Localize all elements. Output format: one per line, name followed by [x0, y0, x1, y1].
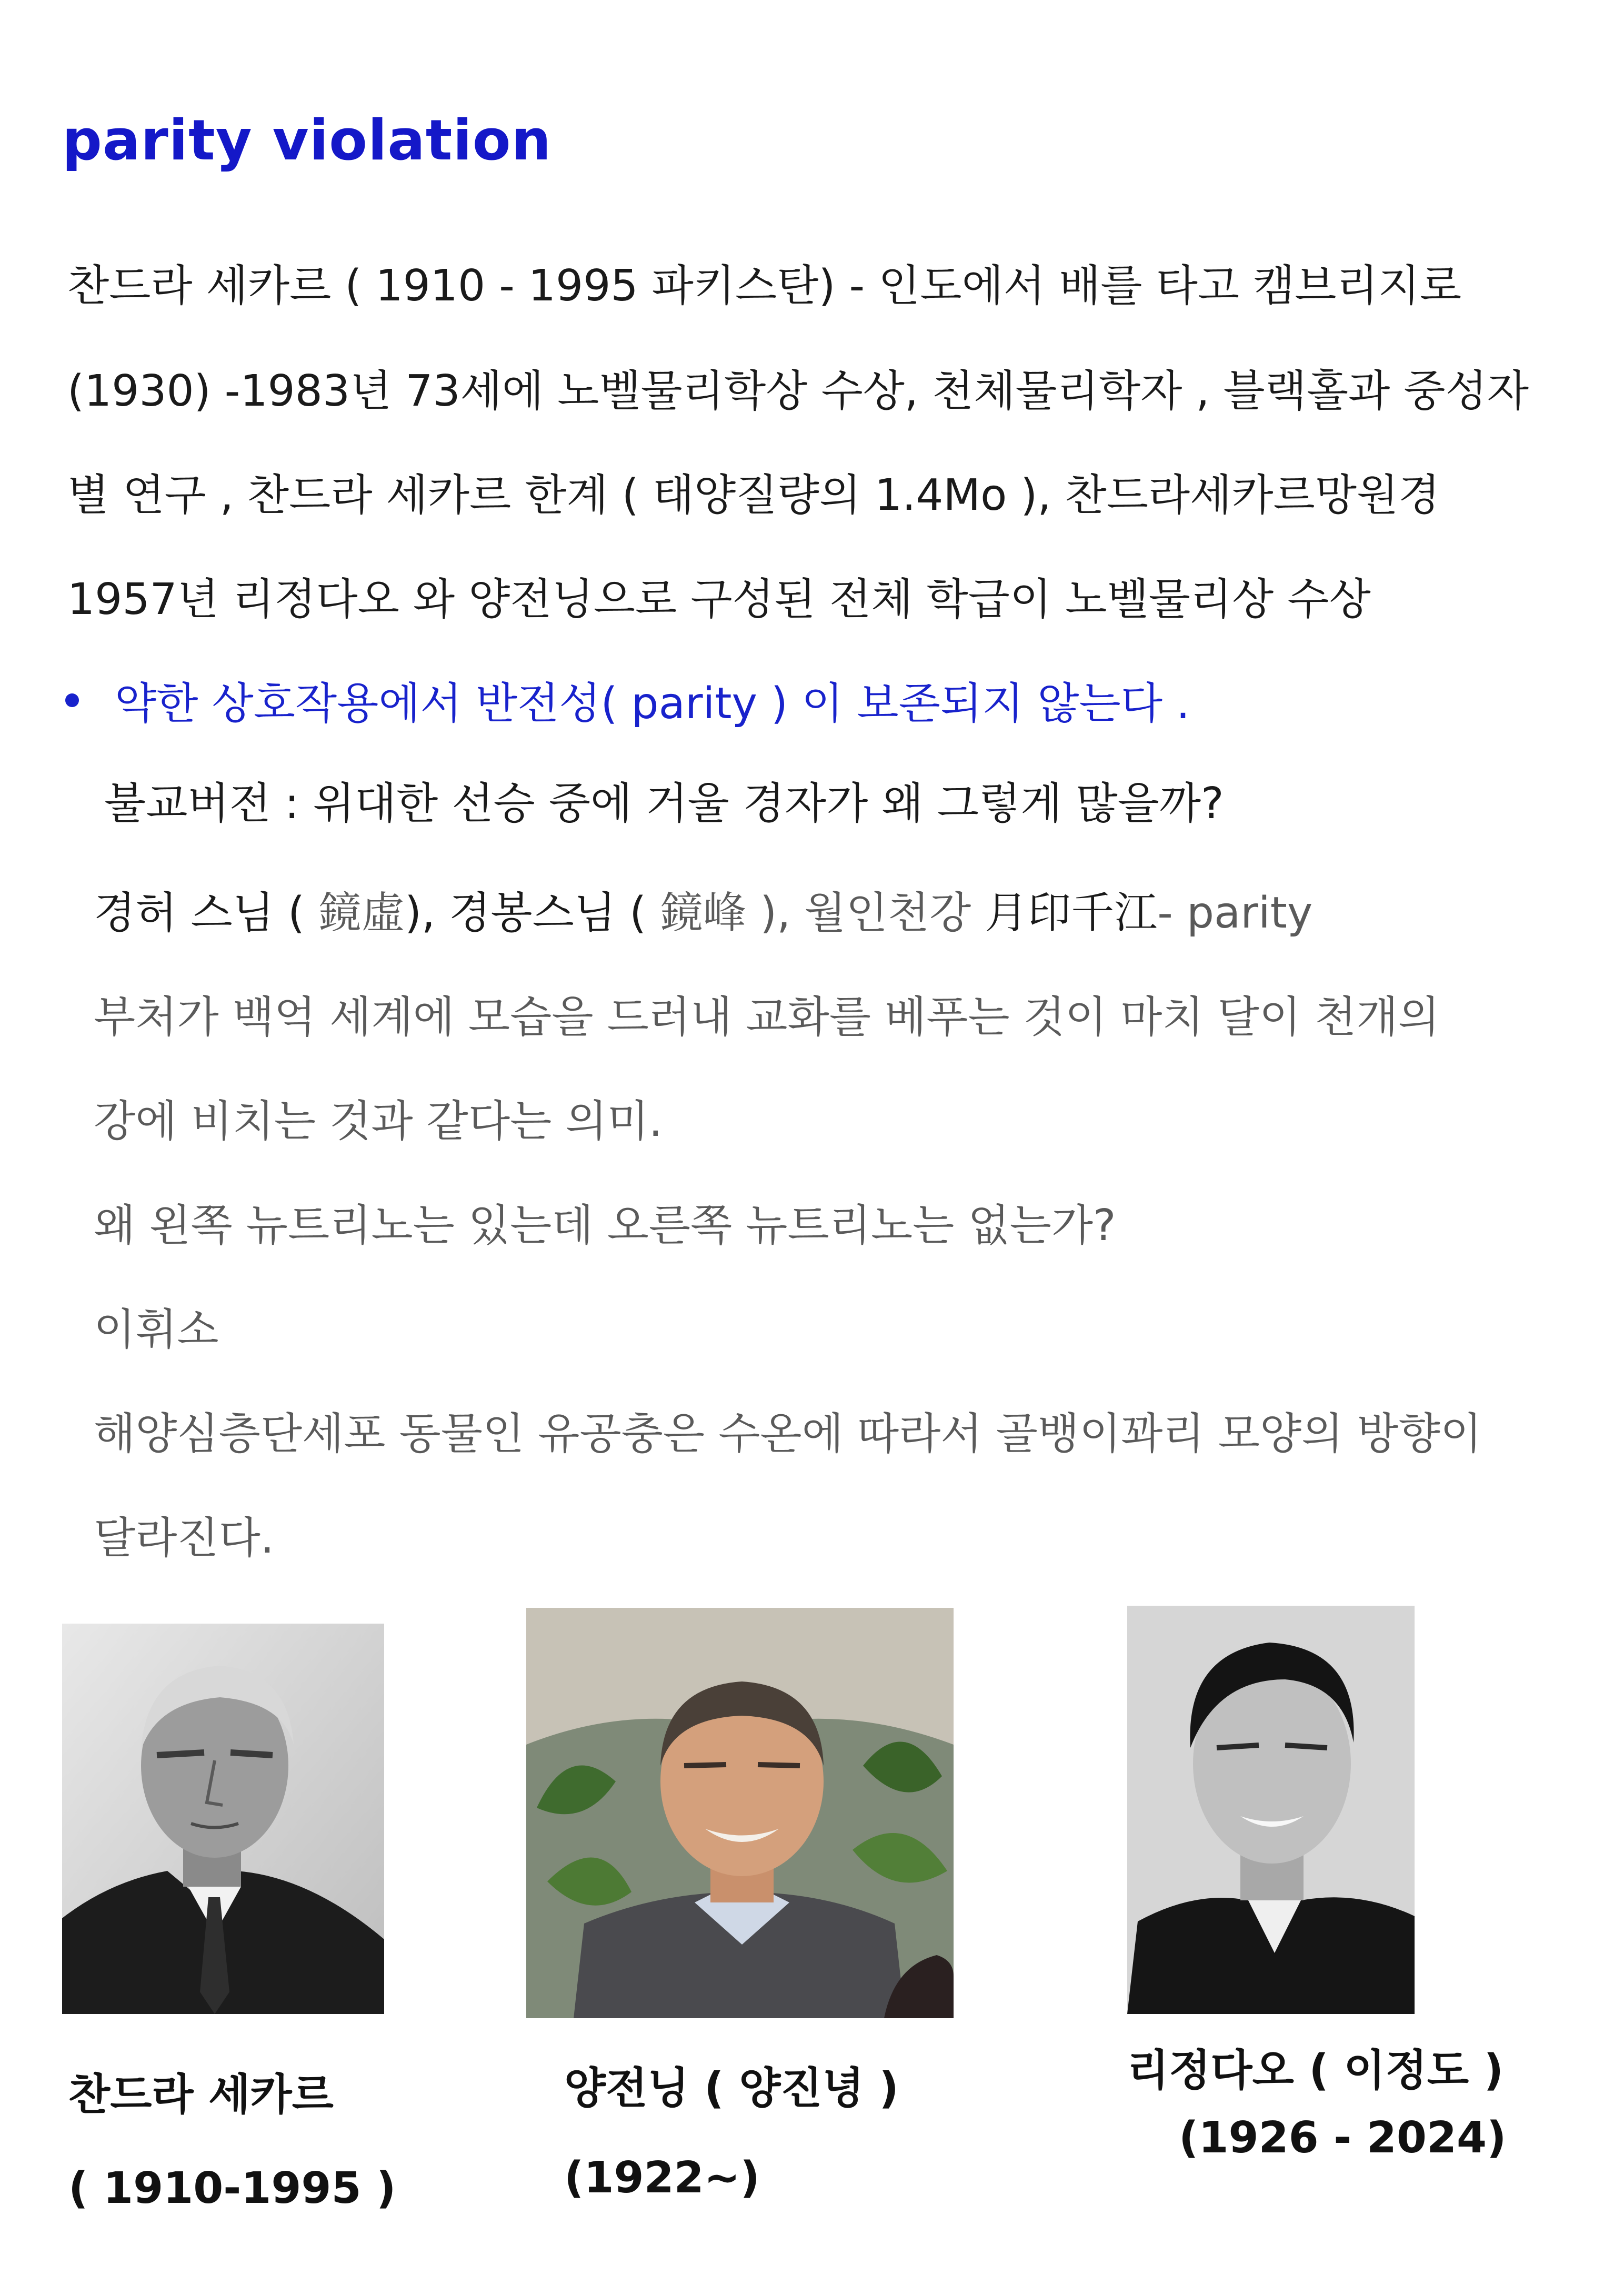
buddhist-line-5: 왜 왼쪽 뉴트리노는 있는데 오른쪽 뉴트리노는 없는가?	[94, 1201, 1116, 1251]
caption-yang-years: (1922~)	[564, 2153, 760, 2203]
buddhist-line-1: 불교버전 : 위대한 선승 중에 거울 경자가 왜 그렇게 많을까?	[104, 779, 1224, 829]
bullet-text: 약한 상호작용에서 반전성( parity ) 이 보존되지 않는다 .	[115, 679, 1190, 729]
buddhist-line-7: 해양심층단세포 동물인 유공충은 수온에 따라서 골뱅이꽈리 모양의 방향이	[94, 1409, 1482, 1459]
wolincheongang-hanja: 月印千江	[985, 888, 1158, 938]
caption-yang-name: 양전닝 ( 양진녕 )	[564, 2063, 899, 2113]
monk-kyongheo-hanja: 鏡虛	[318, 888, 405, 938]
paragraph-line-4: 1957년 리정다오 와 양전닝으로 구성된 전체 학급이 노벨물리상 수상	[67, 575, 1371, 625]
monk-kyongheo-label: 경허 스님 (	[94, 888, 319, 938]
caption-chandrasekhar-name: 찬드라 세카르	[68, 2070, 334, 2120]
buddhist-line-3: 부처가 백억 세계에 모습을 드러내 교화를 베푸는 것이 마치 달이 천개의	[94, 992, 1440, 1042]
caption-chandrasekhar-years: ( 1910-1995 )	[68, 2163, 396, 2213]
buddhist-line-2	[94, 879, 1312, 940]
page-title: parity violation	[62, 108, 552, 173]
wolincheongang-label: 월인천강	[804, 888, 985, 938]
monk-kyongbong-hanja: 鏡峰	[660, 888, 747, 938]
paragraph-line-1: 찬드라 세카르 ( 1910 - 1995 파키스탄) - 인도에서 배를 타고 캠브리지로	[67, 261, 1462, 311]
paragraph-line-3: 별 연구 , 찬드라 세카르 한계 ( 태양질량의 1.4Mo ), 찬드라세카르망원경	[67, 470, 1440, 520]
caption-lee-years: (1926 - 2024)	[1179, 2113, 1507, 2163]
buddhist-line-8: 달라진다.	[94, 1513, 274, 1563]
lee-tsung-dao-photo	[1127, 1606, 1415, 2014]
buddhist-line-4: 강에 비치는 것과 같다는 의미.	[94, 1096, 663, 1146]
parity-suffix: - parity	[1157, 888, 1313, 938]
buddhist-line-6: 이휘소	[94, 1305, 219, 1355]
paragraph-line-2: (1930) -1983년 73세에 노벨물리학상 수상, 천체물리학자 , 블랙홀과 중성자	[67, 366, 1529, 416]
chandrasekhar-photo	[62, 1624, 384, 2014]
monk-kyongbong-label: ), 경봉스님 (	[405, 888, 660, 938]
caption-lee-name: 리정다오 ( 이정도 )	[1127, 2046, 1504, 2096]
separator-text: ),	[746, 888, 805, 938]
bullet-dot-icon	[65, 693, 79, 707]
yang-chen-ning-photo	[526, 1608, 954, 2018]
